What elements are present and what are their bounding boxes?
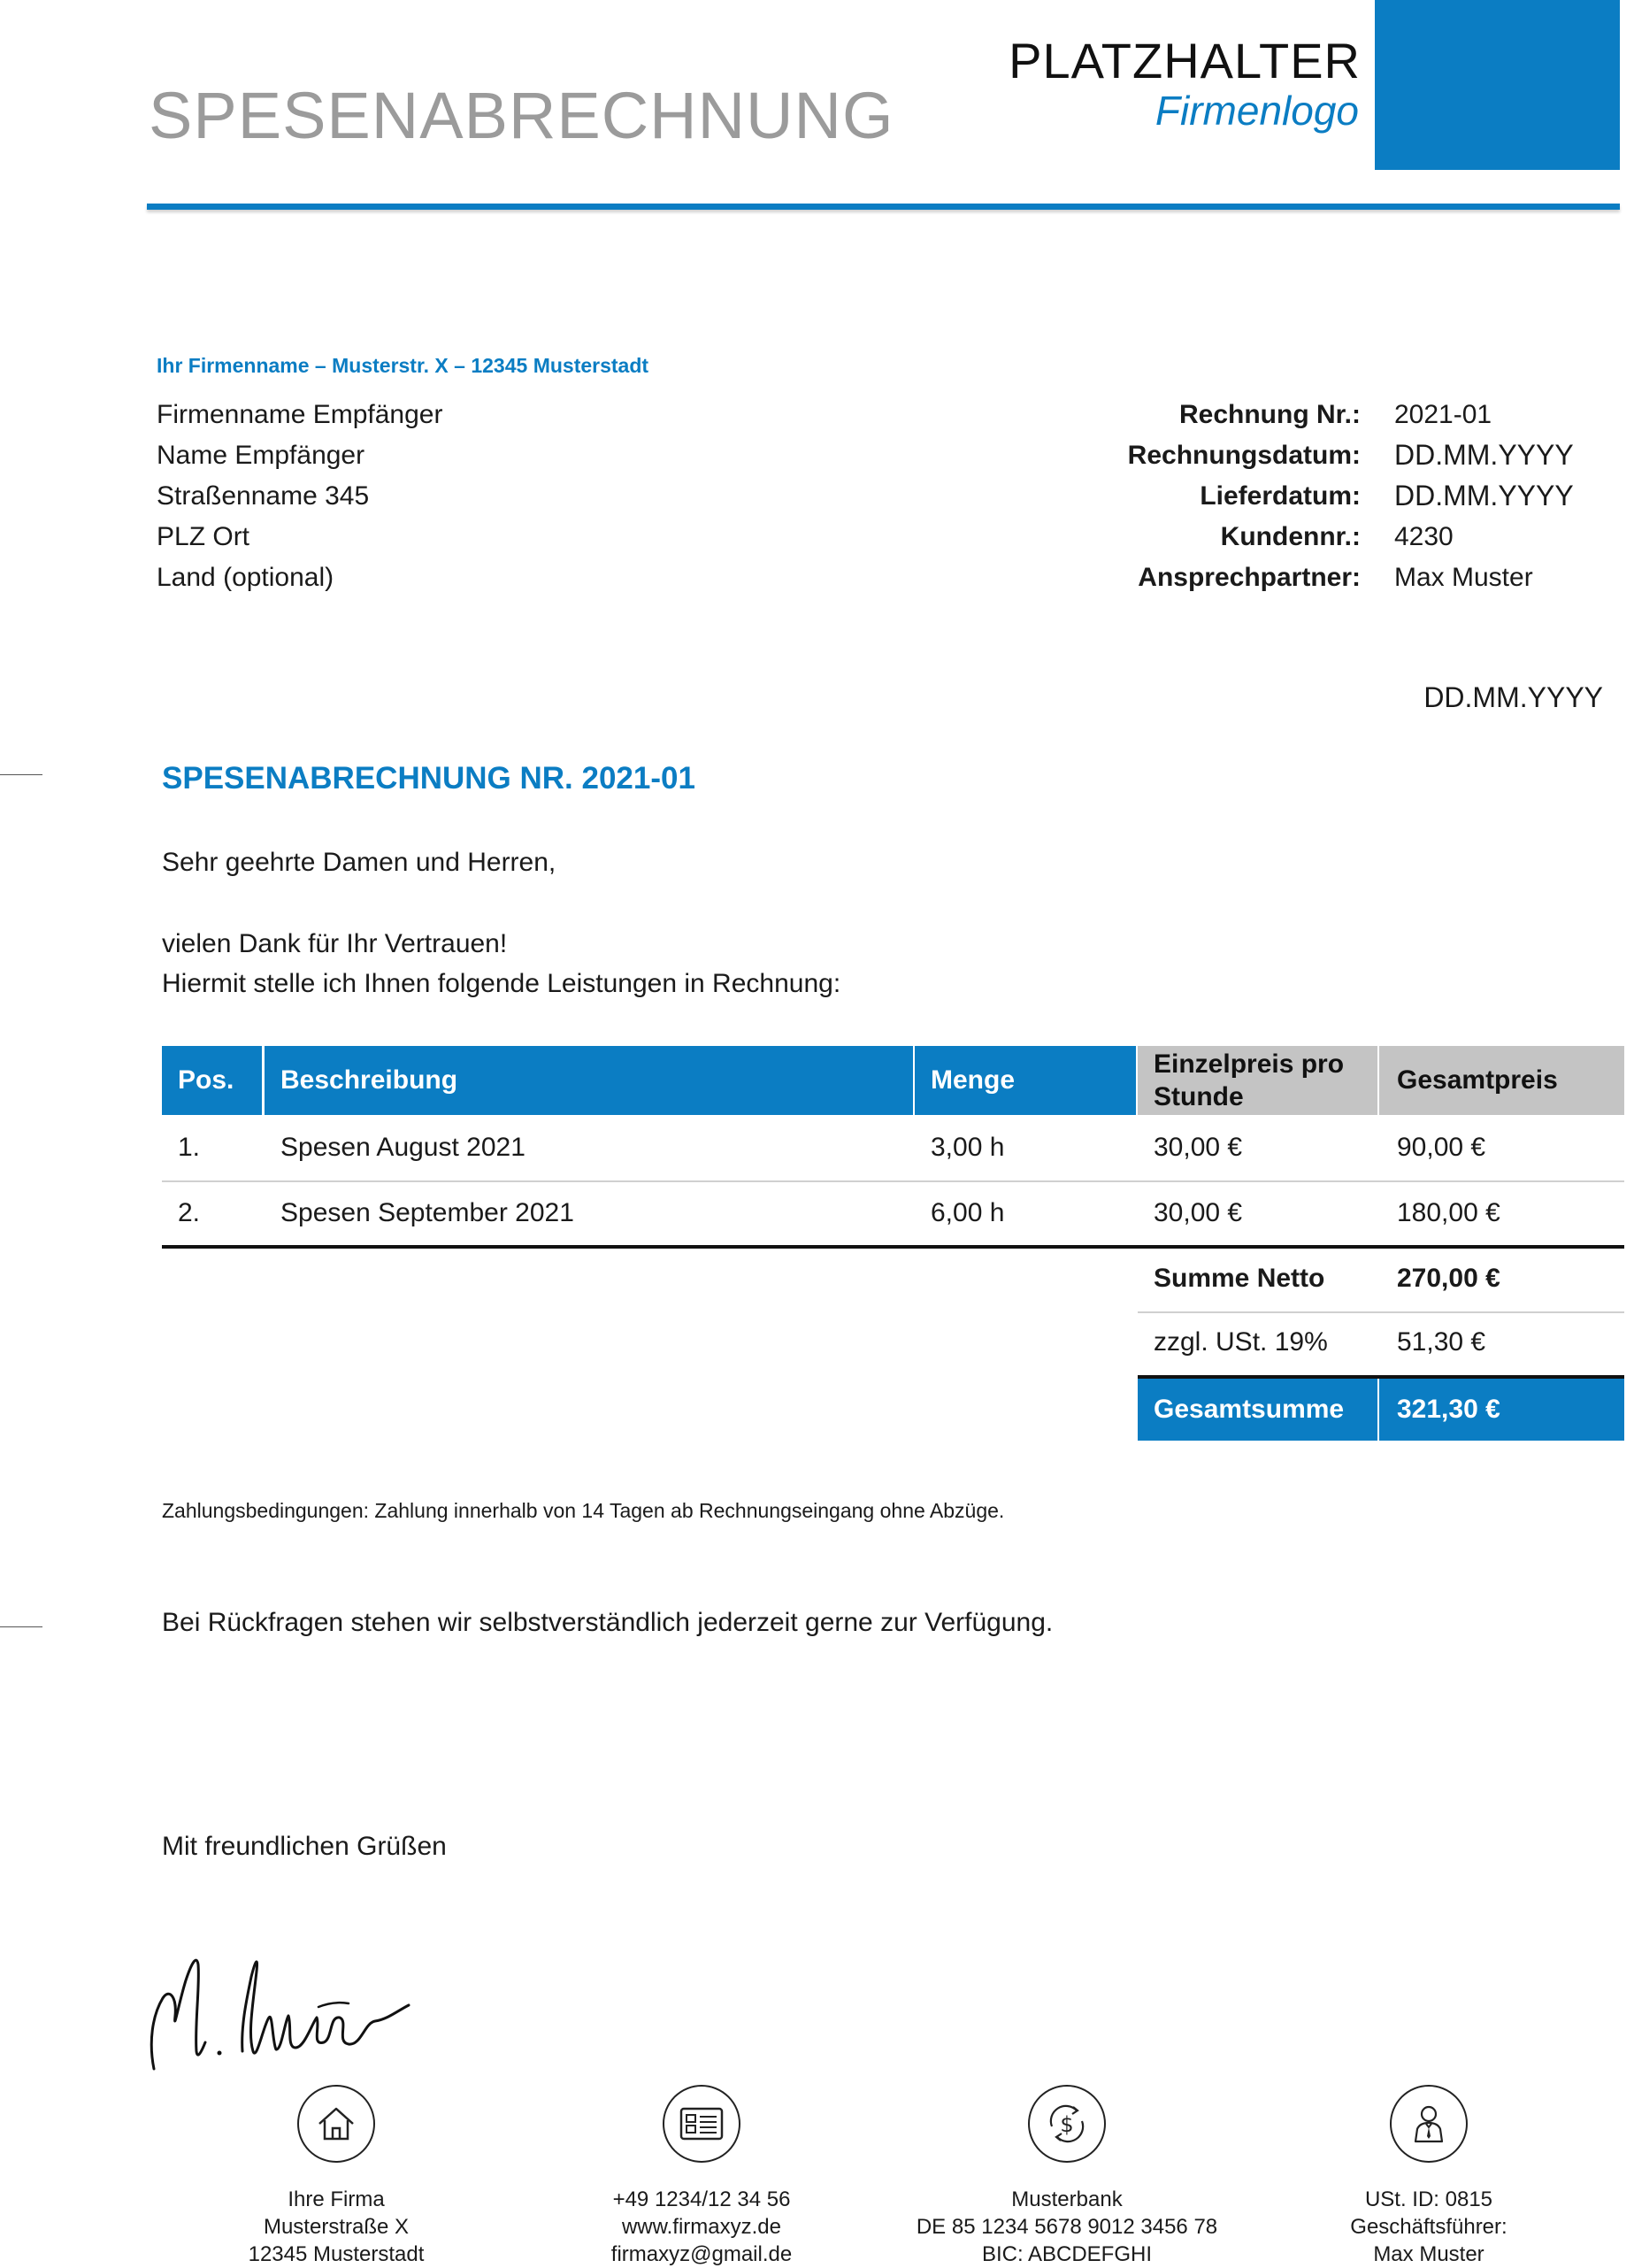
footer-bank (881, 2085, 1253, 2268)
fold-mark (0, 774, 42, 775)
row-quantity: 3,00 h (931, 1133, 1005, 1162)
invoice-date-label: Rechnungsdatum: (1127, 441, 1361, 470)
logo-subtitle: Firmenlogo (1155, 88, 1359, 134)
unit-price-header-line: Einzelpreis pro (1154, 1049, 1345, 1079)
footer-line: DE 85 1234 5678 9012 3456 78 (916, 2215, 1218, 2239)
customer-number-value: 4230 (1394, 522, 1454, 551)
recipient-street: Straßenname 345 (157, 481, 370, 511)
row-position: 2. (178, 1198, 201, 1227)
footer-line: Geschäftsführer: (1350, 2215, 1507, 2239)
delivery-date-label: Lieferdatum: (1200, 481, 1361, 511)
footer-tax (1243, 2085, 1615, 2268)
vat-label: zzgl. USt. 19% (1154, 1327, 1328, 1357)
footer-line: www.firmaxyz.de (621, 2215, 782, 2239)
logo-square (1375, 0, 1620, 170)
footer-line: BIC: ABCDEFGHI (981, 2242, 1153, 2266)
row-unit-price: 30,00 € (1154, 1133, 1243, 1162)
invoice-number-value: 2021-01 (1394, 400, 1492, 429)
footer-line: 12345 Musterstadt (248, 2242, 425, 2266)
delivery-date-value: DD.MM.YYYY (1394, 480, 1574, 511)
intro-text: Hiermit stelle ich Ihnen folgende Leistungen in Rechnung: (162, 969, 841, 998)
row-divider (162, 1180, 1624, 1182)
footer-line: USt. ID: 0815 (1364, 2187, 1493, 2211)
invoice-number-label: Rechnung Nr.: (1178, 400, 1361, 429)
document-title: SPESENABRECHNUNG (149, 79, 894, 152)
salutation: Sehr geehrte Damen und Herren, (162, 848, 556, 877)
footer-company (150, 2085, 522, 2268)
row-position: 1. (178, 1133, 201, 1162)
row-total: 90,00 € (1397, 1133, 1486, 1162)
grand-total-label: Gesamtsumme (1138, 1379, 1377, 1441)
row-unit-price: 30,00 € (1154, 1198, 1243, 1227)
footer-line: firmaxyz@gmail.de (610, 2242, 793, 2266)
greeting: Mit freundlichen Grüßen (162, 1832, 447, 1861)
contact-person-value: Max Muster (1394, 563, 1533, 592)
signature (143, 1918, 426, 2078)
header-divider (147, 204, 1620, 210)
column-header-quantity: Menge (915, 1046, 1136, 1115)
net-sum-value: 270,00 € (1397, 1264, 1500, 1293)
recipient-country: Land (optional) (157, 563, 334, 592)
house-icon (297, 2085, 375, 2163)
dollar-exchange-icon (1028, 2085, 1106, 2163)
intro-text: vielen Dank für Ihr Vertrauen! (162, 929, 508, 958)
svg-text:$: $ (1060, 2112, 1074, 2137)
unit-price-header-line: Stunde (1154, 1082, 1244, 1111)
recipient-city: PLZ Ort (157, 522, 250, 551)
row-total: 180,00 € (1397, 1198, 1500, 1227)
footer-contact (516, 2085, 887, 2268)
row-description: Spesen September 2021 (280, 1198, 574, 1227)
footer-line: Musterbank (1011, 2187, 1123, 2211)
row-quantity: 6,00 h (931, 1198, 1005, 1227)
invoice-date-value: DD.MM.YYYY (1394, 439, 1574, 471)
fold-mark (0, 1626, 42, 1627)
sender-address-line: Ihr Firmenname – Musterstr. X – 12345 Musterstadt (157, 354, 649, 377)
footer-line: Ihre Firma (288, 2187, 385, 2211)
contact-card-icon (663, 2085, 740, 2163)
column-header-pos: Pos. (162, 1046, 262, 1115)
vat-value: 51,30 € (1397, 1327, 1486, 1357)
column-header-total: Gesamtpreis (1379, 1046, 1624, 1115)
manager-icon (1390, 2085, 1468, 2163)
column-header-unit-price (1138, 1046, 1377, 1115)
invoice-heading: SPESENABRECHNUNG NR. 2021-01 (162, 761, 695, 796)
logo-placeholder-text: PLATZHALTER (1009, 33, 1361, 88)
customer-number-label: Kundennr.: (1220, 522, 1361, 551)
row-divider (1138, 1311, 1624, 1313)
net-sum-label: Summe Netto (1154, 1264, 1325, 1293)
payment-terms: Zahlungsbedingungen: Zahlung innerhalb von 14 Tagen ab Rechnungseingang ohne Abzüge. (162, 1499, 1005, 1522)
grand-total-value: 321,30 € (1379, 1379, 1624, 1441)
column-header-description: Beschreibung (265, 1046, 913, 1115)
footer-line: +49 1234/12 34 56 (612, 2187, 791, 2211)
document-date: DD.MM.YYYY (1423, 681, 1603, 713)
table-total-divider (162, 1245, 1624, 1249)
recipient-company: Firmenname Empfänger (157, 400, 443, 429)
contact-person-label: Ansprechpartner: (1138, 563, 1361, 592)
row-description: Spesen August 2021 (280, 1133, 525, 1162)
footer-line: Max Muster (1373, 2242, 1484, 2266)
recipient-name: Name Empfänger (157, 441, 365, 470)
footer-line: Musterstraße X (263, 2215, 410, 2239)
closing-note: Bei Rückfragen stehen wir selbstverständlich jederzeit gerne zur Verfügung. (162, 1608, 1054, 1637)
